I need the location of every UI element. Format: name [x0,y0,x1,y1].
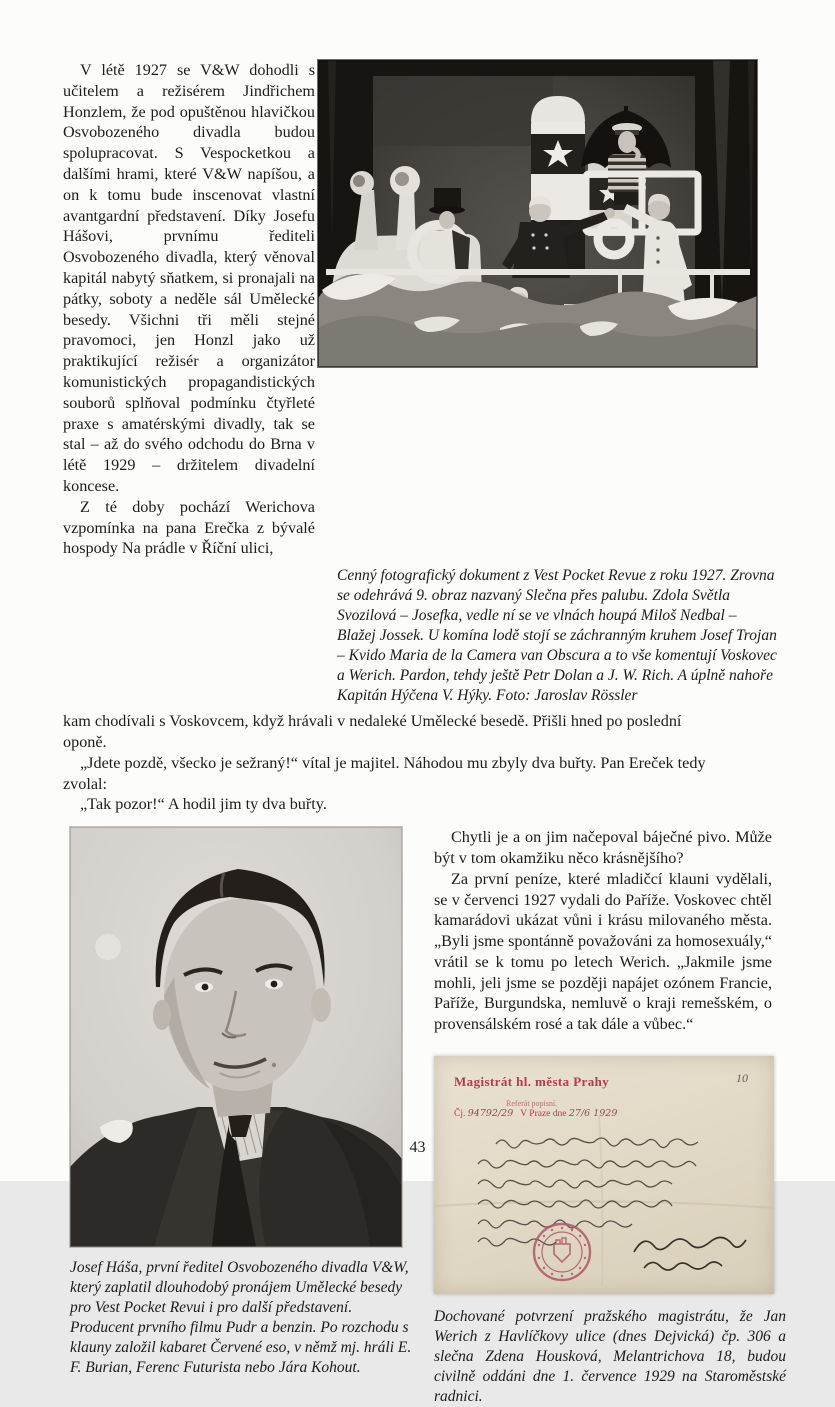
full-width-text [63,711,711,815]
document-reference-line: Čj. 94792/29 V Praze dne 27/6 1929 [454,1108,618,1120]
document-header-line: Magistrát hl. města Prahy [454,1074,610,1090]
stamp-icon [534,1224,590,1280]
page-number: 43 [409,1139,426,1156]
theater-scene-photo [318,60,757,367]
document-photo [434,1056,774,1294]
paragraph: Za první peníze, které mladičcí klauni vydělali, se v červenci 1927 vydali do Paříže. Voskovec chtěl kamarádovi ukázat vůni i krásu milovaného města. „Byli jsme spontánně považováni za homosexuály,“ vrátil se k tomu po letech Werich. „Jakmile jsme mohli, jeli jsme se později napájet ozónem Francie, Paříže, Burgundska, nemluvě o kraji remešském, o provensálském rosé a tak dále a vůbec.“ [434,869,772,1034]
bottom-section [63,827,786,1407]
document-subheader-line: Referát popisní. [506,1098,558,1108]
paragraph: „Jdete pozdě, všecko je sežraný!“ vítal je majitel. Náhodou mu zbyly dva buřty. Pan Ereček tedy zvolal: [63,753,706,793]
paragraph: kam chodívali s Voskovcem, když hrávali v nedaleké Umělecké besedě. Přišli hned po poslední oponě. [63,712,682,751]
top-section [63,60,772,559]
photo-blemish [95,934,121,960]
paragraph: V létě 1927 se V&W dohodli s učitelem a režisérem Jindřichem Honzlem, že pod opuštěnou hlavičkou Osvobozeného divadla budou spolupracovat. S Vespocketkou a dalšími hrami, které V&W napíšou, a on k tomu bude inscenovat vlastní avantgardní představení. Díky Josefu Hášovi, prvnímu řediteli Osvobozeného divadla, který věnoval kapitál nabytý sňatkem, si pronajali na pátky, soboty a neděle sál Umělecké besedy. Všichni tři měli stejné pravomoci, jen Honzl jako už praktikující režisér a organizátor komunistických propagandistických souborů splňoval podmínku čtyřleté praxe s amatérskými divadly, tak se stal – až do svého odchodu do Brna v létě 1929 – držitelem divadelní koncese. [63,61,315,495]
left-text-column [63,60,315,559]
paragraph: Chytli je a on jim načepoval báječné pivo. Může být v tom okamžiku něco krásnějšího? [434,828,772,867]
portrait-photo-caption: Josef Háša, první ředitel Osvobozeného divadla V&W, který zaplatil dlouhodobý pronájem Umělecké besedy pro Vest Pocket Revui i pro další představení. Producent prvního filmu Pudr a benzin. Po rozchodu s klauny založil kabaret Červené eso, v němž mj. hráli E. F. Burian, Ferenc Futurista nebo Jára Kohout. [70,1259,412,1377]
date-value: 27/6 1929 [568,1108,618,1120]
page-content [63,60,786,1407]
place-date-label: V Praze dne [520,1109,567,1120]
paragraph: Z té doby pochází Werichova vzpomínka na pana Erečka z bývalé hospody Na prádle v Říční ulici, [63,497,315,558]
theater-photo-caption: Cenný fotografický dokument z Vest Pocket Revue z roku 1927. Zrovna se odehrává 9. obraz nazvaný Slečna přes palubu. Zdola Světla Svozilová – Josefka, vedle ní se ve vlnách houpá Miloš Nedbal – Blažej Jossek. U komína lodě stojí se záchranným kruhem Josef Trojan – Kvido Maria de la Camera van Obscura a to vše komentují Voskovec a Werich. Pardon, tehdy ještě Petr Dolan a J. W. Rich. A úplně nahoře Kapitán Hýčena V. Hýky. Foto: Jaroslav Rössler [337,567,777,705]
document-photo-caption: Dochované potvrzení pražského magistrátu, že Jan Werich z Havlíčkovy ulice (dnes Dejvická) čp. 306 a slečna Zdena Housková, Melantrichova 18, budou civilně oddáni dne 1. července 1929 na Staroměstské radnici. [434,1308,786,1406]
document-corner-number: 10 [736,1071,748,1086]
paragraph: „Tak pozor!“ A hodil jim ty dva buřty. [80,795,327,814]
deck-railing [326,269,750,275]
ref-label: Čj. [454,1109,466,1120]
portrait-photo [70,827,402,1247]
portrait-column [70,827,415,1378]
right-text-column [434,827,786,1407]
